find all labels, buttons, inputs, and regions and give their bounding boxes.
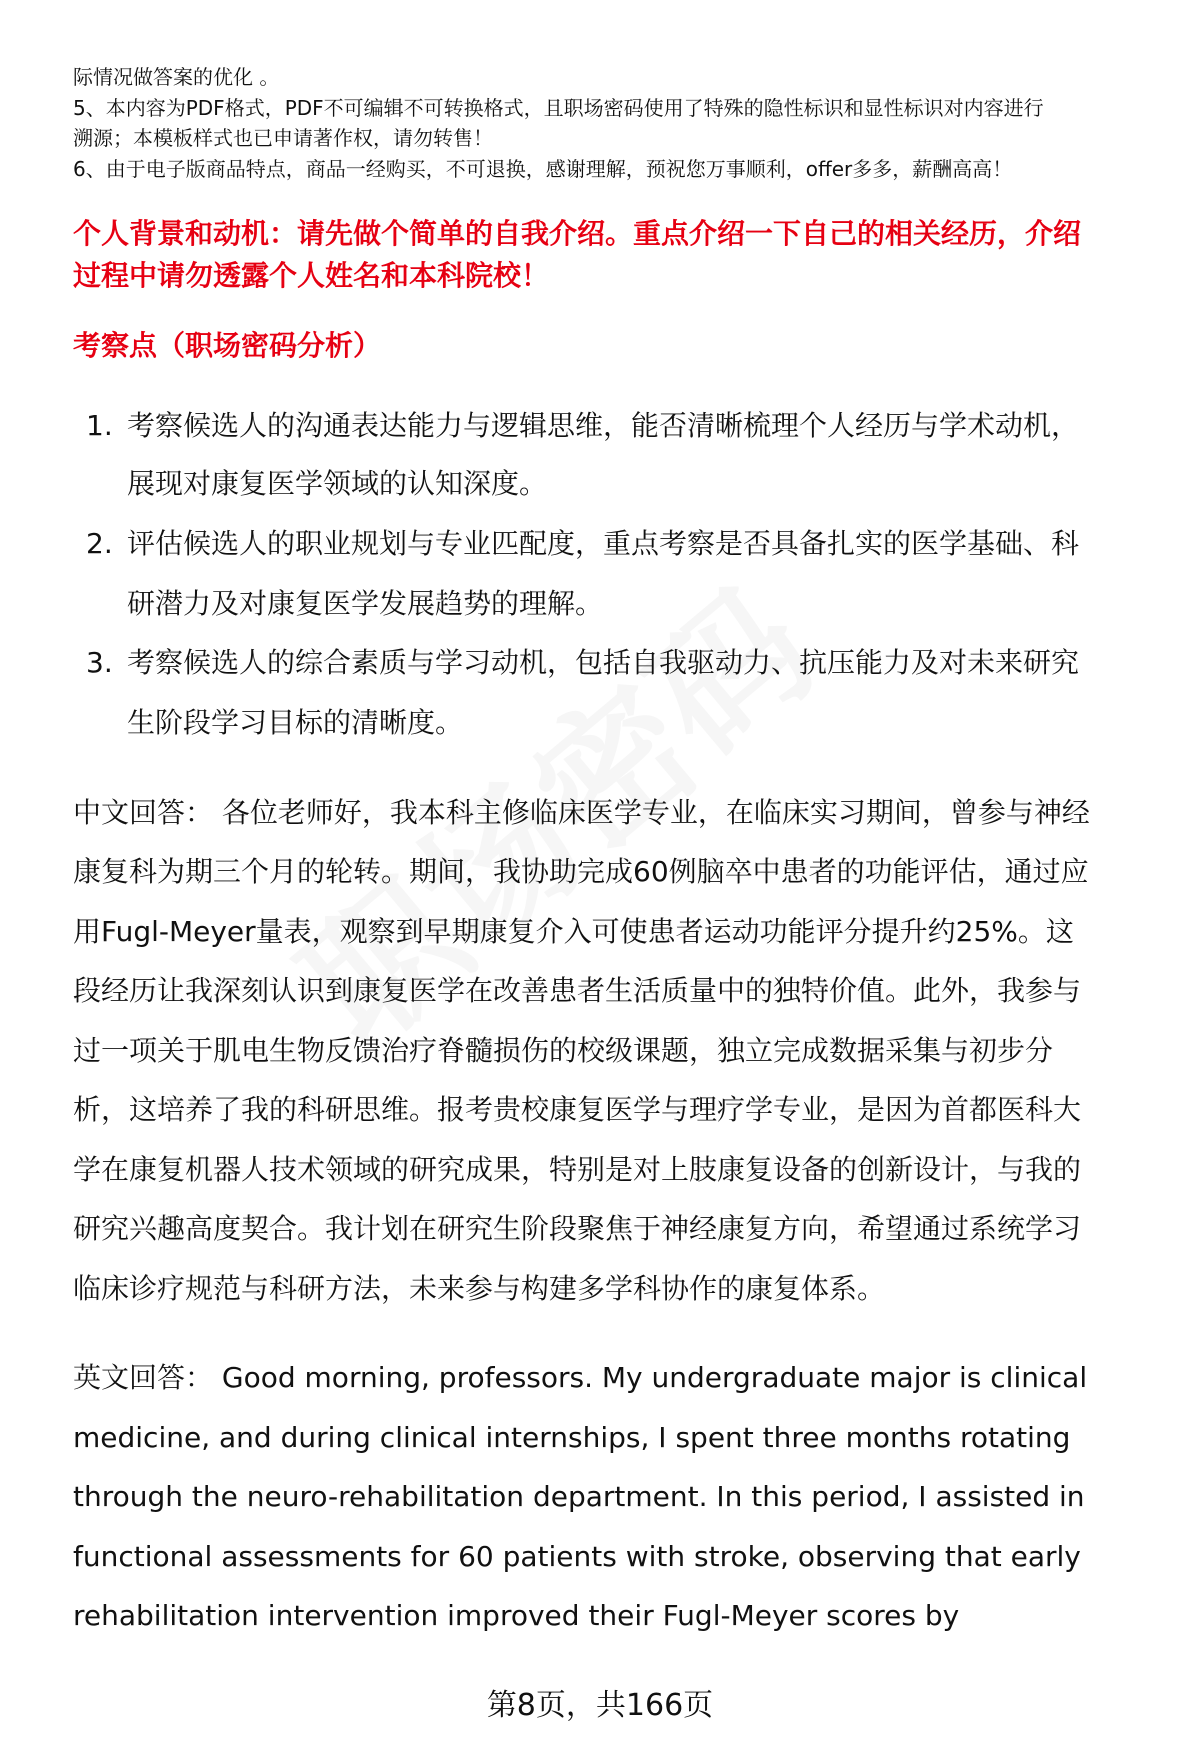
page-number: 第8页，共166页 xyxy=(486,1688,714,1723)
list-item: 展现对康复医学领域的认知深度。 xyxy=(127,467,548,500)
list-number: 1. xyxy=(86,409,113,442)
chinese-answer-line: 过一项关于肌电生物反馈治疗脊髓损伤的校级课题，独立完成数据采集与初步分 xyxy=(73,1034,1054,1067)
list-item: 评估候选人的职业规划与专业匹配度，重点考察是否具备扎实的医学基础、科 xyxy=(127,527,1080,560)
note-line: 溯源；本模板样式也已申请著作权，请勿转售！ xyxy=(73,126,493,150)
list-number: 2. xyxy=(86,527,113,560)
chinese-answer-line: 研究兴趣高度契合。我计划在研究生阶段聚焦于神经康复方向，希望通过系统学习 xyxy=(73,1212,1082,1245)
note-line: 5、本内容为PDF格式，PDF不可编辑不可转换格式，且职场密码使用了特殊的隐性标识和显性标识对内容进行 xyxy=(73,96,1044,120)
question-heading: 个人背景和动机：请先做个简单的自我介绍。重点介绍一下自己的相关经历，介绍 xyxy=(73,217,1082,250)
chinese-answer-line: 析，这培养了我的科研思维。报考贵校康复医学与理疗学专业，是因为首都医科大 xyxy=(73,1093,1082,1126)
list-item: 考察候选人的沟通表达能力与逻辑思维，能否清晰梳理个人经历与学术动机， xyxy=(127,409,1080,442)
list-item: 研潜力及对康复医学发展趋势的理解。 xyxy=(127,587,604,620)
chinese-answer-line: 临床诊疗规范与科研方法，未来参与构建多学科协作的康复体系。 xyxy=(73,1272,886,1305)
chinese-answer-line: 康复科为期三个月的轮转。期间，我协助完成60例脑卒中患者的功能评估，通过应 xyxy=(73,855,1089,888)
english-answer-line: medicine, and during clinical internships, I spent three months rotating xyxy=(73,1421,1071,1454)
list-item: 考察候选人的综合素质与学习动机，包括自我驱动力、抗压能力及对未来研究 xyxy=(127,646,1080,679)
note-line: 6、由于电子版商品特点，商品一经购买，不可退换，感谢理解，预祝您万事顺利，offer多多，薪酬高高！ xyxy=(73,157,1013,181)
english-answer-line: functional assessments for 60 patients with stroke, observing that early xyxy=(73,1540,1081,1573)
english-answer-line: rehabilitation intervention improved their Fugl-Meyer scores by xyxy=(73,1599,960,1632)
english-answer-line: through the neuro-rehabilitation department. In this period, I assisted in xyxy=(73,1480,1085,1513)
analysis-title: 考察点（职场密码分析） xyxy=(73,329,382,362)
chinese-answer-line: 学在康复机器人技术领域的研究成果，特别是对上肢康复设备的创新设计，与我的 xyxy=(73,1153,1082,1186)
english-answer-line: 英文回答： Good morning, professors. My undergraduate major is clinical xyxy=(73,1361,1088,1394)
chinese-answer-line: 段经历让我深刻认识到康复医学在改善患者生活质量中的独特价值。此外，我参与 xyxy=(73,974,1082,1007)
list-item: 生阶段学习目标的清晰度。 xyxy=(127,706,464,739)
list-number: 3. xyxy=(86,646,113,679)
note-line: 际情况做答案的优化 。 xyxy=(73,65,280,89)
chinese-answer-line: 中文回答： 各位老师好，我本科主修临床医学专业，在临床实习期间，曾参与神经 xyxy=(73,796,1090,829)
chinese-answer-line: 用Fugl-Meyer量表，观察到早期康复介入可使患者运动功能评分提升约25%。这 xyxy=(73,915,1074,948)
question-heading: 过程中请勿透露个人姓名和本科院校！ xyxy=(73,259,550,292)
